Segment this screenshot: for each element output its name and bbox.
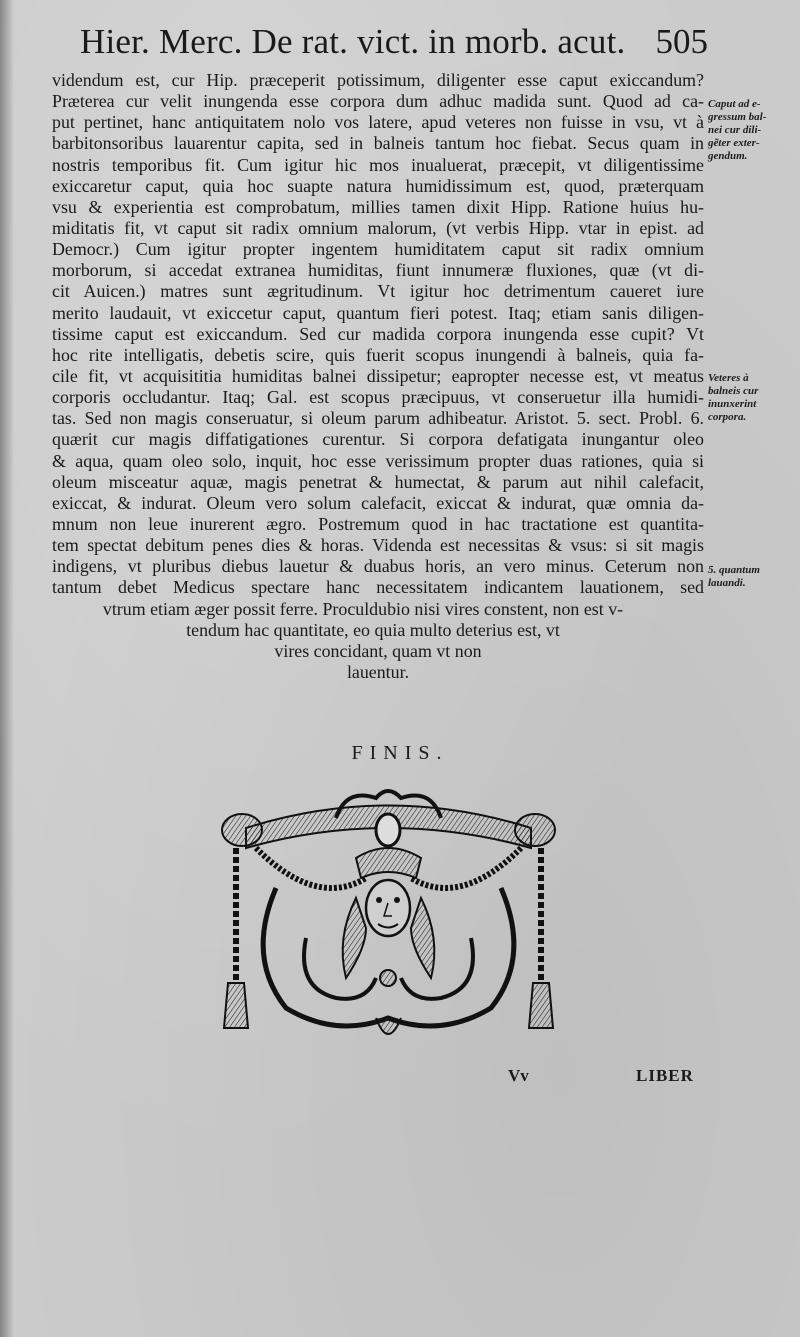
text-line: mnum non leue inurerent ægro. Postremum quod in hac tractatione est quantita- [52,513,704,534]
margin-note-line: inunxerint [708,398,757,410]
closing-line: tendum hac quantitate, eo quia multo deterius est, vt [186,619,560,640]
signature-mark: Vv [508,1066,529,1085]
text-line: tissime caput est exiccandum. Sed cur madida corpora inungenda esse cupit? Vt [52,323,704,344]
page-header [80,22,708,72]
text-line: barbitonsoribus lauarentur capita, sed in balneis tantum hoc fiebat. Secus quam in [52,133,704,154]
text-line: nostris temporibus fit. Cum igitur hic mos inualuerat, præcepit, vt diligentissime [52,154,704,175]
text-line: hoc rite intelligatis, debetis scire, quis fuerit scopus inungendi à balneis, quia fa- [52,344,704,365]
text-line: quærit cur magis diffatigationes curentur. Si corpora defatigata inungantur oleo [52,429,704,450]
text-line: tem spectat debitum penes dies & horas. Videnda est necessitas & vsus: si sit magis [52,535,704,556]
page-number: 505 [655,22,708,61]
text-line: morborum, si accedat extranea humiditas, fiunt innumeræ fluxiones, quæ (vt di- [52,260,704,281]
text-line: videndum est, cur Hip. præceperit potissimum, diligenter esse caput exiccandum? [52,70,704,90]
text-line: & aqua, quam oleo solo, inquit, hoc esse verissimum propter duas rationes, quia si [52,450,704,471]
margin-note-caput [708,98,794,163]
margin-note-line: balneis cur [708,385,759,397]
ornament-headpiece-icon [216,788,561,1056]
margin-note-line: Caput ad e- [708,98,761,110]
text-line: vsu & experientia est comprobatum, millies tamen dixit Hipp. Ratione huius hu- [52,196,704,217]
text-line: cit Auicen.) matres sunt ægritudinum. Vt igitur hoc detrimentum caueret iure [52,281,704,302]
running-title: Hier. Merc. De rat. vict. in morb. acut. [80,22,626,61]
finis-heading: FINIS. [351,742,449,764]
text-line: corporis occludantur. Itaq; Gal. est scopus præcipuus, vt conseruetur illa humidi- [52,387,704,408]
closing-line: vtrum etiam æger possit ferre. Proculdubio nisi vires constent, non est v- [102,598,624,619]
text-line: oleum misceatur aquæ, magis penetrat & humectat, & parum aut nihil calefacit, [52,471,704,492]
margin-note-line: nei cur dili- [708,124,762,136]
text-line: merito laudauit, vt exiccetur caput, quantum fieri potest. Itaq; etiam sanis diligen- [52,302,704,323]
text-line: put pertinet, hanc antiquitatem nolo vos latere, apud veteres non fuisse in vsu, vt à [52,112,704,133]
margin-note-line: lauandi. [708,577,746,589]
body-text [52,70,704,683]
closing-line: vires concidant, quam vt non [274,640,482,661]
catchword: LIBER [636,1066,694,1085]
page-edge-shadow [0,0,14,1337]
margin-note-line: gẽter exter- [708,137,760,149]
margin-note-quantum [708,564,794,590]
text-line: miditatis fit, vt caput sit radix omnium malorum, (vt verbis Hipp. vtar in epist. ad [52,217,704,238]
text-line: exiccat, & indurat. Oleum vero solum calefacit, exiccat & indurat, quæ omnia da- [52,492,704,513]
text-line: tas. Sed non magis conseruatur, si oleum parum adhibeatur. Aristot. 5. sect. Probl. 6. [52,408,704,429]
margin-note-line: gressum bal- [708,111,767,123]
text-line: Præterea cur velit inungenda esse corpora dum adhuc madida sunt. Quod ad ca- [52,91,704,112]
margin-note-line: corpora. [708,411,747,423]
text-line: exiccaretur caput, quia hoc suapte natura humidissimum est, quod, præterquam [52,175,704,196]
margin-note-line: Veteres à [708,372,749,384]
margin-note-veteres [708,372,794,424]
text-line: cile fit, vt acquisititia humiditas balnei dissipetur; eapropter necesse est, vt meatus [52,365,704,386]
margin-note-line: 5. quantum [708,564,760,576]
text-line: indigens, vt pluribus diebus lauetur & duabus horis, an vero minus. Ceterum non [52,556,704,577]
closing-line: lauentur. [346,661,410,682]
text-line: Democr.) Cum igitur propter ingentem humiditatem caput sit radix omnium [52,239,704,260]
text-line: tantum debet Medicus spectare hanc necessitatem indicantem lauationem, sed [52,577,704,598]
margin-note-line: gendum. [708,150,748,162]
